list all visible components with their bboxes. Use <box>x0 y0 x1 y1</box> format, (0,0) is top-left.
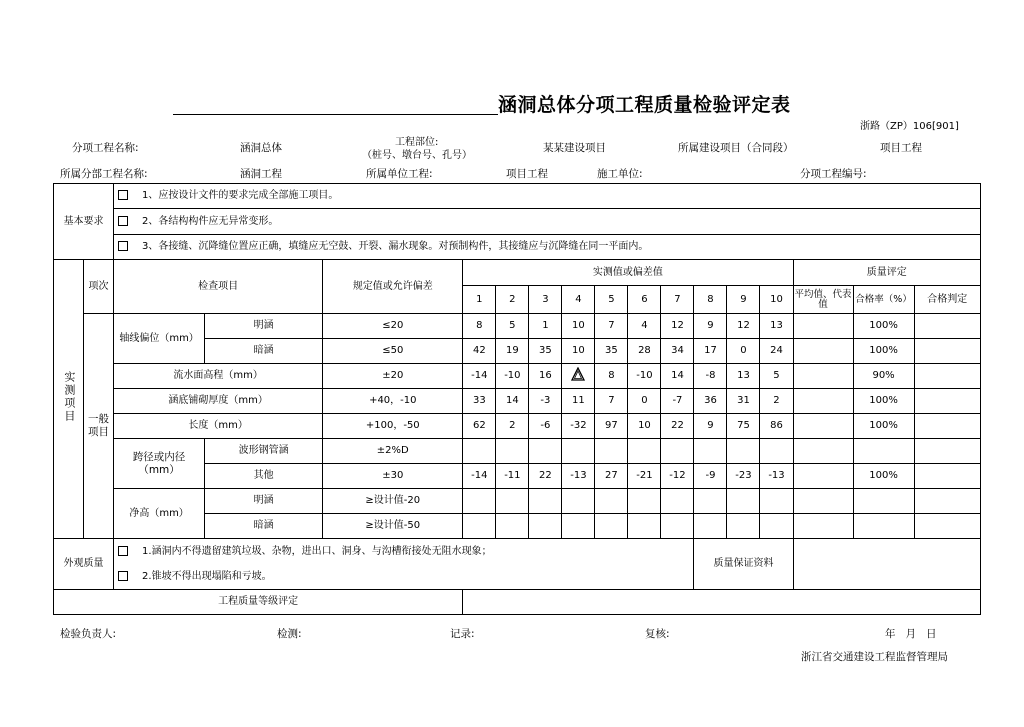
unit-label: 所属单位工程: <box>366 168 433 180</box>
value-cell <box>562 514 595 539</box>
row-sub: 明涵 <box>205 489 323 514</box>
judge-cell <box>914 414 980 439</box>
value-cell: 9 <box>694 414 727 439</box>
appearance-item-1: 1.涵洞内不得遗留建筑垃圾、杂物，进出口、洞身、与沟槽衔接处无阻水现象； <box>114 539 694 565</box>
value-cell <box>727 489 760 514</box>
row-spec: ≥设计值-20 <box>323 489 463 514</box>
col-check-item: 检查项目 <box>114 260 323 314</box>
part-name-label: 所属分部工程名称: <box>60 168 148 180</box>
basic-req-3: 3、各接缝、沉降缝位置应正确，填缝应无空鼓、开裂、漏水现象。对预制构件，其接缝应与沉降缝在同一平面内。 <box>114 235 981 260</box>
pass-rate-cell: 100% <box>853 389 914 414</box>
value-cell: -23 <box>727 464 760 489</box>
avg-cell <box>793 389 853 414</box>
value-cell: 4 <box>628 314 661 339</box>
project-value: 项目工程 <box>880 142 922 154</box>
checkbox[interactable] <box>118 241 128 251</box>
authority-name: 浙江省交通建设工程监督管理局 <box>801 651 948 663</box>
value-cell: -6 <box>529 414 562 439</box>
row-sub: 其他 <box>205 464 323 489</box>
value-cell: -32 <box>562 414 595 439</box>
value-cell: 33 <box>463 389 496 414</box>
pass-rate-cell <box>853 514 914 539</box>
avg-cell <box>793 364 853 389</box>
basic-req-2: 2、各结构构件应无异常变形。 <box>114 209 981 235</box>
avg-cell <box>793 439 853 464</box>
value-cell: 0 <box>628 389 661 414</box>
value-cell <box>496 514 529 539</box>
avg-cell <box>793 314 853 339</box>
row-spec: +40，-10 <box>323 389 463 414</box>
value-cell <box>694 514 727 539</box>
pass-rate-cell <box>853 489 914 514</box>
quality-docs-value <box>793 539 981 590</box>
value-cell: 8 <box>595 364 628 389</box>
value-cell: 27 <box>595 464 628 489</box>
point-no: 9 <box>727 286 760 314</box>
point-no: 7 <box>661 286 694 314</box>
point-no: 6 <box>628 286 661 314</box>
value-cell: 10 <box>628 414 661 439</box>
value-cell: 7 <box>595 389 628 414</box>
value-cell: 9 <box>694 314 727 339</box>
row-spec: ≤20 <box>323 314 463 339</box>
avg-cell <box>793 489 853 514</box>
value-cell <box>760 489 793 514</box>
value-cell: 31 <box>727 389 760 414</box>
title-underline <box>173 114 498 115</box>
row-name: 长度（mm） <box>114 414 323 439</box>
value-cell: 19 <box>496 339 529 364</box>
site-value: 某某建设项目 <box>543 142 606 154</box>
measured-section-label: 实测项目 <box>54 260 84 539</box>
value-cell: -9 <box>694 464 727 489</box>
value-cell: 62 <box>463 414 496 439</box>
part-name-value: 涵洞工程 <box>240 168 282 180</box>
value-cell: 12 <box>661 314 694 339</box>
pass-rate-cell: 100% <box>853 414 914 439</box>
value-cell: 36 <box>694 389 727 414</box>
value-cell <box>661 514 694 539</box>
value-cell: 24 <box>760 339 793 364</box>
project-label: 所属建设项目（合同段） <box>678 142 794 154</box>
value-cell: -21 <box>628 464 661 489</box>
row-name: 流水面高程（mm） <box>114 364 323 389</box>
row-sub: 明涵 <box>205 314 323 339</box>
value-cell <box>760 439 793 464</box>
value-cell: 35 <box>529 339 562 364</box>
site-label-sub: （桩号、墩台号、孔号） <box>362 150 472 161</box>
general-blank-bottom <box>84 514 114 539</box>
value-cell: 13 <box>727 364 760 389</box>
value-cell: 2 <box>496 414 529 439</box>
value-cell: 12 <box>727 314 760 339</box>
point-no: 8 <box>694 286 727 314</box>
value-cell: -10 <box>628 364 661 389</box>
page-title: 涵洞总体分项工程质量检验评定表 <box>498 94 791 116</box>
avg-cell <box>793 464 853 489</box>
row-group: 轴线偏位（mm） <box>114 314 205 364</box>
general-blank <box>84 339 114 364</box>
value-cell: 0 <box>727 339 760 364</box>
value-cell: 11 <box>562 389 595 414</box>
value-cell: -13 <box>760 464 793 489</box>
item-name-value: 涵洞总体 <box>240 142 282 154</box>
point-no: 10 <box>760 286 793 314</box>
value-cell <box>595 489 628 514</box>
pass-rate-cell <box>853 439 914 464</box>
value-cell: -13 <box>562 464 595 489</box>
checkbox[interactable] <box>118 216 128 226</box>
value-cell: 22 <box>529 464 562 489</box>
row-group: 净高（mm） <box>114 489 205 539</box>
value-cell: -7 <box>661 389 694 414</box>
pass-rate-cell: 100% <box>853 339 914 364</box>
grade-value <box>463 590 981 615</box>
avg-cell <box>793 414 853 439</box>
value-cell <box>463 439 496 464</box>
tester-label: 检测: <box>277 628 302 640</box>
point-no: 4 <box>562 286 595 314</box>
basic-req-1: 1、应按设计文件的要求完成全部施工项目。 <box>114 184 981 209</box>
value-cell <box>463 489 496 514</box>
pass-rate-cell: 100% <box>853 314 914 339</box>
value-cell <box>628 514 661 539</box>
row-spec: ±30 <box>323 464 463 489</box>
value-cell: 7 <box>595 314 628 339</box>
pass-rate-cell: 100% <box>853 464 914 489</box>
value-cell: -12 <box>661 464 694 489</box>
value-cell <box>496 439 529 464</box>
value-cell <box>529 514 562 539</box>
value-cell: 28 <box>628 339 661 364</box>
date-label: 年 月 日 <box>885 628 937 640</box>
value-cell: 10 <box>562 314 595 339</box>
unit-value: 项目工程 <box>506 168 548 180</box>
value-cell <box>694 489 727 514</box>
value-cell: -14 <box>463 364 496 389</box>
value-cell: 34 <box>661 339 694 364</box>
value-cell <box>661 439 694 464</box>
row-spec: ±2%D <box>323 439 463 464</box>
value-cell: -8 <box>694 364 727 389</box>
value-cell <box>727 439 760 464</box>
form-code: 浙路（ZP）106[901] <box>860 121 959 132</box>
avg-cell <box>793 339 853 364</box>
row-sub: 波形钢管涵 <box>205 439 323 464</box>
inspector-label: 检验负责人: <box>60 628 117 640</box>
site-label: 工程部位: <box>395 137 439 148</box>
row-sub: 暗涵 <box>205 339 323 364</box>
value-cell: 14 <box>661 364 694 389</box>
col-pass-rate: 合格率（%） <box>853 286 914 314</box>
basic-req-label: 基本要求 <box>54 184 114 260</box>
value-cell-flagged <box>562 364 595 389</box>
constructor-label: 施工单位: <box>597 168 643 180</box>
row-spec: ±20 <box>323 364 463 389</box>
value-cell <box>595 514 628 539</box>
value-cell: 5 <box>760 364 793 389</box>
value-cell: 75 <box>727 414 760 439</box>
judge-cell <box>914 514 980 539</box>
col-measured: 实测值或偏差值 <box>463 260 793 286</box>
point-no: 2 <box>496 286 529 314</box>
value-cell: 5 <box>496 314 529 339</box>
warning-triangle-icon <box>571 367 585 381</box>
item-code-label: 分项工程编号: <box>800 168 867 180</box>
pass-rate-cell: 90% <box>853 364 914 389</box>
judge-cell <box>914 314 980 339</box>
general-blank <box>84 489 114 514</box>
value-cell: 35 <box>595 339 628 364</box>
value-cell <box>562 489 595 514</box>
value-cell: 22 <box>661 414 694 439</box>
col-no: 项次 <box>84 260 114 314</box>
judge-cell <box>914 339 980 364</box>
value-cell: -14 <box>463 464 496 489</box>
col-judge: 合格判定 <box>914 286 980 314</box>
value-cell: 13 <box>760 314 793 339</box>
general-blank <box>84 464 114 489</box>
value-cell: 97 <box>595 414 628 439</box>
appearance-item-2: 2.锥坡不得出现塌陷和亏坡。 <box>114 565 694 590</box>
value-cell: 8 <box>463 314 496 339</box>
value-cell <box>529 439 562 464</box>
value-cell: -3 <box>529 389 562 414</box>
row-spec: ≤50 <box>323 339 463 364</box>
value-cell: 14 <box>496 389 529 414</box>
checkbox[interactable] <box>118 190 128 200</box>
value-cell <box>529 489 562 514</box>
grade-label: 工程质量等级评定 <box>54 590 463 615</box>
general-blank <box>84 364 114 389</box>
row-spec: +100，-50 <box>323 414 463 439</box>
value-cell: 1 <box>529 314 562 339</box>
judge-cell <box>914 389 980 414</box>
value-cell <box>463 514 496 539</box>
value-cell: -10 <box>496 364 529 389</box>
point-no: 3 <box>529 286 562 314</box>
value-cell: 10 <box>562 339 595 364</box>
point-no: 5 <box>595 286 628 314</box>
value-cell <box>496 489 529 514</box>
row-group: 跨径或内径（mm） <box>114 439 205 489</box>
general-blank-top <box>84 314 114 339</box>
judge-cell <box>914 439 980 464</box>
recorder-label: 记录: <box>450 628 475 640</box>
judge-cell <box>914 364 980 389</box>
value-cell: 17 <box>694 339 727 364</box>
value-cell: 2 <box>760 389 793 414</box>
row-name: 涵底铺砌厚度（mm） <box>114 389 323 414</box>
item-name-label: 分项工程名称: <box>72 142 139 154</box>
point-no: 1 <box>463 286 496 314</box>
value-cell: 86 <box>760 414 793 439</box>
judge-cell <box>914 489 980 514</box>
value-cell <box>562 439 595 464</box>
checkbox[interactable] <box>118 546 128 556</box>
row-spec: ≥设计值-50 <box>323 514 463 539</box>
row-sub: 暗涵 <box>205 514 323 539</box>
col-avg: 平均值、代表值 <box>793 286 853 314</box>
general-label: 一般项目 <box>84 389 114 439</box>
value-cell <box>727 514 760 539</box>
value-cell <box>694 439 727 464</box>
appearance-label: 外观质量 <box>54 539 114 590</box>
value-cell: 16 <box>529 364 562 389</box>
reviewer-label: 复核: <box>645 628 670 640</box>
avg-cell <box>793 514 853 539</box>
judge-cell <box>914 464 980 489</box>
col-quality: 质量评定 <box>793 260 981 286</box>
value-cell <box>628 439 661 464</box>
value-cell: 42 <box>463 339 496 364</box>
quality-docs-label: 质量保证资料 <box>694 539 793 590</box>
value-cell <box>661 489 694 514</box>
col-spec: 规定值或允许偏差 <box>323 260 463 314</box>
value-cell <box>595 439 628 464</box>
value-cell <box>760 514 793 539</box>
general-blank <box>84 439 114 464</box>
value-cell <box>628 489 661 514</box>
checkbox[interactable] <box>118 571 128 581</box>
inspection-table <box>53 183 981 615</box>
value-cell: -11 <box>496 464 529 489</box>
